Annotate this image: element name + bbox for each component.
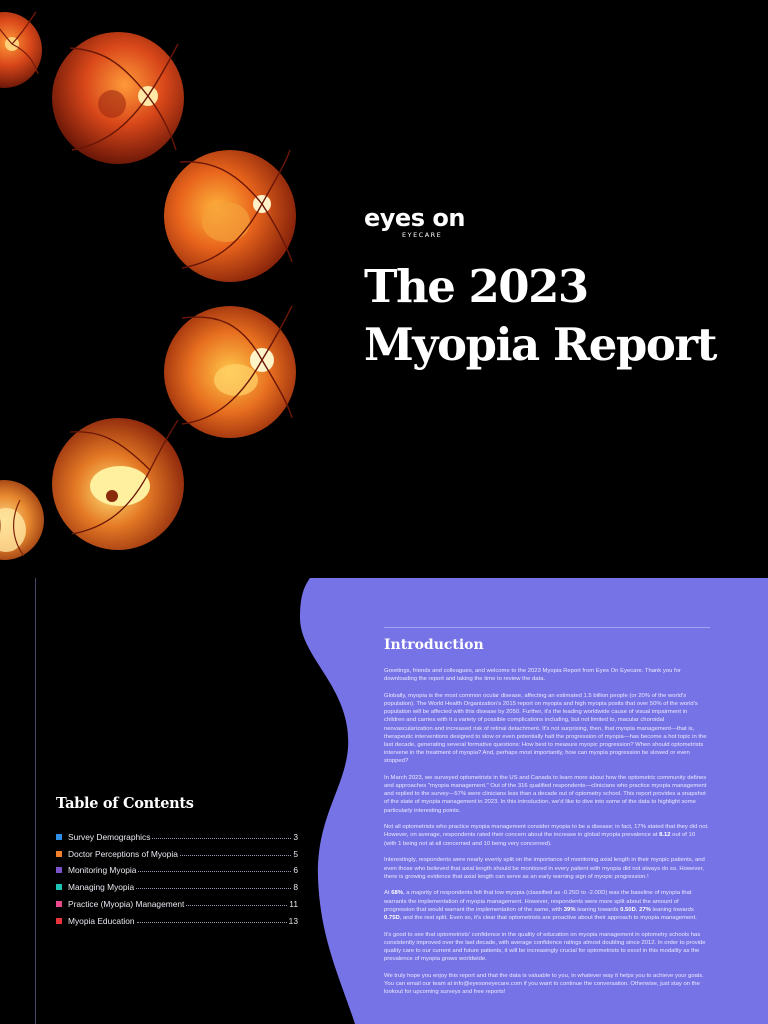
text-span: , a majority of respondents felt that low myopia (classified as -0.25D to -2.00D) was the baseline of myopia that warrants the implementation of myopia management. However, respondents were more split about the amount of progression that would warrant the implementation of the same, with	[384, 890, 692, 913]
highlight-value: 39%	[563, 906, 576, 913]
bullet-square-icon	[56, 901, 62, 907]
intro-paragraph-4	[384, 823, 709, 847]
highlight-value: 8.12	[659, 832, 671, 839]
table-of-contents	[56, 795, 298, 926]
retina-image-2	[52, 32, 184, 164]
toc-item-label: Survey Demographics	[68, 831, 151, 842]
toc-item-myopia-education[interactable]	[56, 909, 298, 926]
toc-item-page: 5	[293, 848, 298, 859]
toc-item-label: Monitoring Myopia	[68, 865, 137, 876]
intro-paragraph-3: In March 2023, we surveyed optometrists in the US and Canada to learn more about how the optometric community defines and approaches "myopia management." Out of the 316 qualified respondents—clinicians who practice myopia management and replied to the survey—57% were clinicians less than a decade out of optometry school. This report provides a snapshot of the state of myopia management in 2023. In this introduction, we'd like to dive into some of the data to highlight some particularly interesting points.	[384, 774, 707, 814]
highlight-value: 0.50D	[620, 906, 636, 913]
toc-item-page: 6	[293, 865, 298, 876]
dot-leader	[138, 871, 291, 872]
highlight-value: 0.75D	[384, 914, 400, 921]
intro-paragraph-1: Greetings, friends and colleagues, and welcome to the 2023 Myopia Report from Eyes On Eyecare. Thank you for downloading the report and taking the time to review the data.	[384, 668, 681, 683]
text-span: leaning towards	[575, 906, 621, 913]
toc-item-monitoring-myopia[interactable]	[56, 859, 298, 876]
retina-image-3	[164, 150, 296, 282]
toc-item-label: Managing Myopia	[68, 882, 135, 893]
intro-paragraph-5: Interestingly, respondents were nearly evenly split on the importance of monitoring axial length in their myopic patients, and even those who believed that axial length should be monitored in every patient with myopia did not always do so. However, there is growing evidence that axial length can serve as an early warning sign of myopic progression.¹	[384, 857, 705, 880]
toc-item-doctor-perceptions[interactable]	[56, 842, 298, 859]
text-span: out of 10 (with 1 being not at all concerned and 10 being very concerned).	[384, 832, 696, 847]
dot-leader	[136, 888, 291, 889]
retina-image-5	[52, 418, 184, 550]
text-span: At	[384, 890, 392, 897]
intro-paragraph-8: We truly hope you enjoy this report and that the data is valuable to you, in whatever way it helps you to achieve your goals. You can email our team at info@eyesoneyecare.com if you want to continue the conversation. Otherwise, just stay on the lookout for upcoming surveys and free reports!	[384, 972, 704, 996]
retina-image-1	[0, 12, 42, 88]
toc-item-managing-myopia[interactable]	[56, 875, 298, 892]
intro-paragraph-6	[384, 889, 709, 922]
toc-item-page: 3	[293, 831, 298, 842]
toc-item-survey-demographics[interactable]	[56, 825, 298, 842]
bullet-square-icon	[56, 851, 62, 857]
text-span: ,	[635, 906, 640, 913]
title-line-2: Myopia Report	[364, 318, 716, 371]
retina-image-4	[164, 306, 296, 438]
toc-item-page: 13	[288, 915, 298, 926]
retina-image-6	[0, 480, 44, 560]
intro-heading: Introduction	[384, 637, 484, 653]
text-span: leaning towards	[650, 906, 694, 913]
vertical-divider	[35, 578, 36, 1024]
bullet-square-icon	[56, 918, 62, 924]
text-span: Not all optometrists who practice myopia management consider myopia to be a disease; in fact, 17% stated that they did not. However, on average, respondents rated their concern about the increase in global myopia prevalence at	[384, 824, 709, 839]
eyes-on-logo	[364, 206, 465, 239]
text-span: , and the rest split. Even so, it's clear that optometrists are proactive about their approach to myopia management.	[399, 914, 697, 921]
toc-item-page: 8	[293, 882, 298, 893]
toc-item-practice-management[interactable]	[56, 892, 298, 909]
bullet-square-icon	[56, 834, 62, 840]
introduction-section	[384, 626, 709, 1005]
highlight-value: 68%	[391, 890, 403, 897]
toc-item-page: 11	[289, 898, 298, 909]
title-line-1: The 2023	[364, 260, 588, 313]
bullet-square-icon	[56, 884, 62, 890]
dot-leader	[180, 855, 291, 856]
toc-item-label: Myopia Education	[68, 915, 135, 926]
dot-leader	[137, 922, 287, 923]
toc-title: Table of Contents	[56, 795, 194, 812]
logo-wordmark: eyes on	[364, 204, 465, 232]
intro-paragraph-2: Globally, myopia is the most common ocular disease, affecting an estimated 1.5 billion people (or 20% of the world's population). The World Health Organization's 2015 report on myopia and high myopia posits that over 50% of the world's population will be affected with this disease by 2050. Further, it's the leading worldwide cause of visual impairment in children and carries with it a variety of possible complications including, but not limited to, macular choroidal neovascularization and increased risk of retinal detachment. It's not surprising, then, that myopia management—that is, therapeutic interventions designed to slow or even potentially halt the progression of myopia—has become a hot topic in the last decade, generating several formative questions: How best to measure myopic progression? When should optometrists intervene in the treatment of myopia? And, perhaps most importantly, how can myopia progression be slowed or even stopped?	[384, 692, 707, 765]
dot-leader	[186, 905, 287, 906]
highlight-value: 27%	[639, 906, 651, 913]
toc-item-label: Practice (Myopia) Management	[68, 898, 185, 909]
dot-leader	[152, 838, 291, 839]
bullet-square-icon	[56, 867, 62, 873]
logo-subtitle: EYECARE	[402, 231, 443, 239]
intro-paragraph-7: It's good to see that optometrists' confidence in the quality of education on myopia management in optometry schools has consistently improved over the last decade, with average confidence ratings almost doubling since 2012. In order to provide quality care to our current and future patients, it will be increasingly crucial for optometrists to excel in this modality as the prevalence of myopia grows worldwide.	[384, 931, 706, 963]
report-title	[364, 258, 716, 374]
toc-item-label: Doctor Perceptions of Myopia	[68, 848, 178, 859]
